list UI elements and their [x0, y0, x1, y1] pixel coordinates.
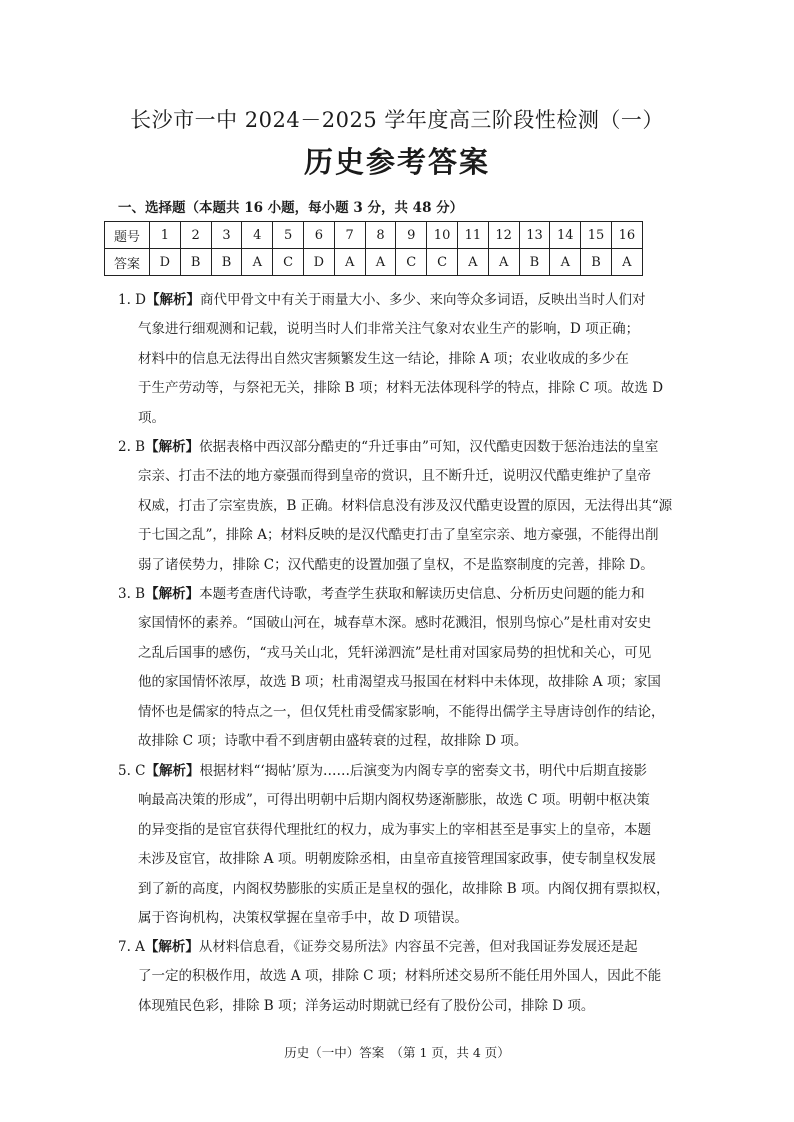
explanation-line	[118, 668, 678, 697]
analysis-tag: 【解析】	[146, 292, 200, 308]
explanation-line	[118, 580, 678, 609]
answer-cell: B	[211, 249, 242, 276]
answer-cell: B	[519, 249, 550, 276]
explanation-text: 故排除 C 项；诗歌中看不到唐朝由盛转衰的过程，故排除 D 项。	[138, 733, 528, 750]
explanation-line	[118, 904, 678, 933]
explanation-text: 本题考查唐代诗歌，考查学生获取和解读历史信息、分析历史问题的能力和	[199, 586, 645, 602]
explanation-text: 未涉及宦官，故排除 A 项。明朝废除丞相，由皇帝直接管理国家政事，使专制皇权发展	[138, 851, 656, 868]
answer-cell: B	[180, 249, 211, 276]
explanation-text: 于生产劳动等，与祭祀无关，排除 B 项；材料无法体现科学的特点，排除 C 项。故选 D	[138, 380, 664, 397]
question-number-cell: 12	[488, 222, 519, 249]
explanation-text: 从材料信息看，《证券交易所法》内容虽不完善，但对我国证券发展还是起	[198, 939, 638, 955]
question-number-cell: 2	[180, 222, 211, 249]
explanation-line	[118, 962, 678, 991]
explanation-line	[118, 492, 678, 521]
explanation-line	[118, 521, 678, 550]
question-number-cell: 14	[550, 222, 581, 249]
explanation-text: 体现殖民色彩，排除 B 项；洋务运动时期就已经有了股份公司，排除 D 项。	[138, 997, 595, 1014]
answer-cell: A	[550, 249, 581, 276]
question-label: 3. B	[118, 586, 146, 602]
question-number-cell: 16	[611, 222, 642, 249]
explanation-line	[118, 786, 678, 815]
explanation-line	[118, 757, 678, 786]
explanation-line	[118, 875, 678, 904]
explanation-7	[118, 933, 678, 1021]
answer-table-answer-row	[105, 249, 643, 276]
explanation-line	[118, 551, 678, 580]
answer-table-number-row	[105, 222, 643, 249]
question-number-cell: 3	[211, 222, 242, 249]
answer-cell: A	[365, 249, 396, 276]
question-number-cell: 11	[457, 222, 488, 249]
explanation-text: 家国情怀的素养。“国破山河在，城春草木深。感时花溅泪，恨别鸟惊心”是杜甫对安史	[138, 615, 652, 632]
answer-cell: C	[396, 249, 427, 276]
explanation-text: 情怀也是儒家的特点之一，但仅凭杜甫受儒家影响，不能得出儒学主导唐诗创作的结论，	[138, 703, 665, 720]
explanation-text: 气象进行细观测和记载，说明当时人们非常关注气象对农业生产的影响，D 项正确；	[138, 321, 640, 338]
explanation-line	[118, 374, 678, 403]
explanation-line	[118, 462, 678, 491]
analysis-tag: 【解析】	[145, 763, 200, 779]
page-title: 长沙市一中 2024－2025 学年度高三阶段性检测（一）	[130, 108, 664, 132]
page-footer: 历史（一中）答案 （第 1 页，共 4 页）	[284, 1045, 510, 1060]
explanation-text: 于七国之乱”，排除 A；材料反映的是汉代酷吏打击了皇室宗亲、地方豪强，不能得出削	[138, 527, 659, 544]
question-number-cell: 13	[519, 222, 550, 249]
answer-cell: D	[150, 249, 181, 276]
explanation-line	[118, 286, 678, 315]
explanation-text: 之乱后国事的感伤，“戎马关山北，凭轩涕泗流”是杜甫对国家局势的担忧和关心，可见	[138, 644, 652, 661]
explanation-line	[118, 698, 678, 727]
row-header-answer: 答案	[105, 249, 150, 276]
explanation-text: 材料中的信息无法得出自然灾害频繁发生这一结论，排除 A 项；农业收成的多少在	[138, 350, 629, 367]
explanation-line	[118, 816, 678, 845]
question-number-cell: 6	[303, 222, 334, 249]
explanation-text: 的异变指的是宦官获得代理批红的权力，成为事实上的宰相甚至是事实上的皇帝，本题	[138, 821, 651, 838]
explanation-line	[118, 933, 678, 962]
analysis-tag: 【解析】	[145, 439, 200, 455]
page-subtitle: 历史参考答案	[303, 145, 490, 179]
question-number-cell: 8	[365, 222, 396, 249]
question-label: 1. D	[118, 292, 146, 308]
explanation-line	[118, 315, 678, 344]
answer-cell: A	[488, 249, 519, 276]
question-label: 5. C	[118, 763, 146, 779]
explanation-text: 到了新的高度，内阁权势膨胀的实质正是皇权的强化，故排除 B 项。内阁仅拥有票拟权，	[138, 880, 670, 897]
answer-table	[104, 221, 643, 276]
explanation-text: 商代甲骨文中有关于雨量大小、多少、来向等众多词语，反映出当时人们对	[200, 292, 646, 308]
explanation-text: 属于咨询机构，决策权掌握在皇帝手中，故 D 项错误。	[138, 910, 468, 927]
explanation-line	[118, 727, 678, 756]
explanation-line	[118, 433, 678, 462]
question-number-cell: 9	[396, 222, 427, 249]
explanation-text: 响最高决策的形成”，可得出明朝中后期内阁权势逐渐膨胀，故选 C 项。明朝中枢决策	[138, 792, 650, 809]
explanation-1	[118, 286, 678, 433]
explanation-line	[118, 404, 678, 433]
row-header-number: 题号	[105, 222, 150, 249]
answer-cell: A	[457, 249, 488, 276]
explanation-line	[118, 639, 678, 668]
question-number-cell: 4	[242, 222, 273, 249]
explanation-text: 项。	[138, 409, 165, 426]
question-label: 2. B	[118, 439, 146, 455]
answer-cell: D	[303, 249, 334, 276]
answer-cell: A	[611, 249, 642, 276]
answer-cell: B	[581, 249, 612, 276]
explanation-line	[118, 609, 678, 638]
explanation-text: 权威，打击了宗室贵族，B 正确。材料信息没有涉及汉代酷吏设置的原因，无法得出其“源	[138, 497, 673, 514]
question-number-cell: 15	[581, 222, 612, 249]
question-label: 7. A	[118, 939, 145, 955]
explanation-text: 他的家国情怀浓厚，故选 B 项；杜甫渴望戎马报国在材料中未体现，故排除 A 项；家国	[138, 674, 661, 691]
question-number-cell: 7	[334, 222, 365, 249]
explanation-text: 宗亲、打击不法的地方豪强而得到皇帝的赏识，且不断升迁，说明汉代酷吏维护了皇帝	[138, 468, 651, 485]
explanation-text: 了一定的积极作用，故选 A 项，排除 C 项；材料所述交易所不能任用外国人，因此不能	[138, 968, 662, 985]
answer-cell: A	[242, 249, 273, 276]
question-number-cell: 1	[150, 222, 181, 249]
explanation-text: 依据表格中西汉部分酷吏的“升迁事由”可知，汉代酷吏因数于惩治违法的皇室	[199, 439, 659, 455]
analysis-tag: 【解析】	[144, 939, 199, 955]
answer-cell: A	[334, 249, 365, 276]
explanation-5	[118, 757, 678, 933]
explanation-line	[118, 345, 678, 374]
explanation-text: 弱了诸侯势力，排除 C；汉代酷吏的设置加强了皇权，不是监察制度的完善，排除 D。	[138, 556, 654, 573]
question-number-cell: 5	[273, 222, 304, 249]
answer-cell: C	[427, 249, 458, 276]
explanation-text: 根据材料“‘揭帖’原为……后演变为内阁专享的密奏文书，明代中后期直接影	[199, 763, 647, 779]
answer-cell: C	[273, 249, 304, 276]
question-number-cell: 10	[427, 222, 458, 249]
explanation-line	[118, 845, 678, 874]
explanation-line	[118, 992, 678, 1021]
explanation-3	[118, 580, 678, 756]
analysis-tag: 【解析】	[145, 586, 200, 602]
section-heading: 一、选择题（本题共 16 小题，每小题 3 分，共 48 分）	[118, 200, 464, 216]
explanation-2	[118, 433, 678, 580]
